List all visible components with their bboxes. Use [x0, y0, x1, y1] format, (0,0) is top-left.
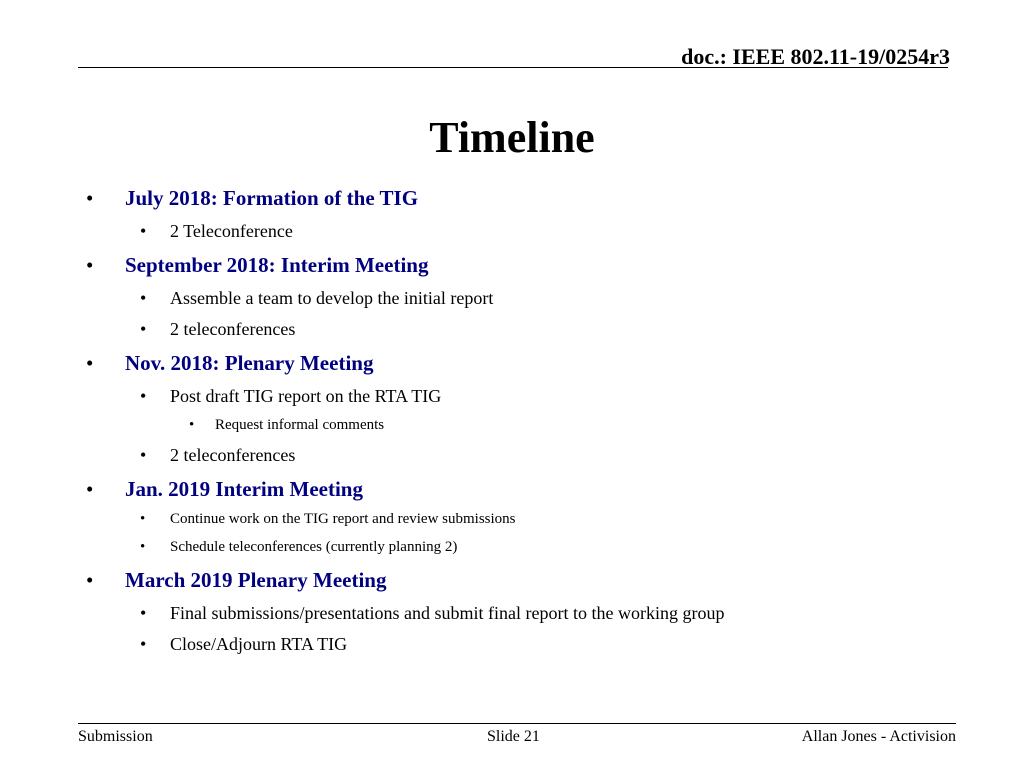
bullet-icon: • [140, 603, 147, 623]
timeline-detail: Continue work on the TIG report and review submissions [170, 511, 516, 527]
bullet-icon: • [140, 539, 146, 555]
timeline-milestone: July 2018: Formation of the TIG [125, 186, 419, 210]
timeline-milestone: March 2019 Plenary Meeting [125, 568, 387, 592]
timeline-detail: 2 Teleconference [170, 221, 293, 241]
document-id: doc.: IEEE 802.11-19/0254r3 [681, 44, 950, 69]
header-divider [78, 67, 948, 68]
timeline-milestone: Nov. 2018: Plenary Meeting [125, 351, 374, 375]
footer-slide-number: Slide 21 [487, 728, 540, 745]
timeline-detail: 2 teleconferences [170, 445, 296, 465]
timeline-detail: Assemble a team to develop the initial report [170, 288, 494, 308]
timeline-milestone: September 2018: Interim Meeting [125, 253, 429, 277]
timeline-detail: Post draft TIG report on the RTA TIG [170, 386, 442, 406]
timeline-detail: Schedule teleconferences (currently planning 2) [170, 539, 458, 555]
bullet-icon: • [86, 253, 94, 277]
bullet-icon: • [140, 221, 147, 241]
footer-submission: Submission [78, 728, 153, 745]
bullet-icon: • [140, 634, 147, 654]
bullet-icon: • [140, 445, 147, 465]
bullet-icon: • [140, 319, 147, 339]
timeline-detail: Final submissions/presentations and submit final report to the working group [170, 603, 725, 623]
timeline-subdetail: Request informal comments [215, 417, 385, 433]
bullet-icon: • [86, 568, 94, 592]
bullet-icon: • [189, 417, 195, 433]
timeline-milestone: Jan. 2019 Interim Meeting [125, 477, 363, 501]
timeline-detail: Close/Adjourn RTA TIG [170, 634, 348, 654]
footer-author: Allan Jones - Activision [801, 728, 956, 745]
bullet-icon: • [86, 186, 94, 210]
footer-divider [78, 723, 956, 724]
timeline-detail: 2 teleconferences [170, 319, 296, 339]
bullet-icon: • [140, 511, 146, 527]
bullet-icon: • [86, 351, 94, 375]
bullet-icon: • [140, 288, 147, 308]
bullet-icon: • [140, 386, 147, 406]
slide-title: Timeline [429, 113, 595, 162]
bullet-icon: • [86, 477, 94, 501]
